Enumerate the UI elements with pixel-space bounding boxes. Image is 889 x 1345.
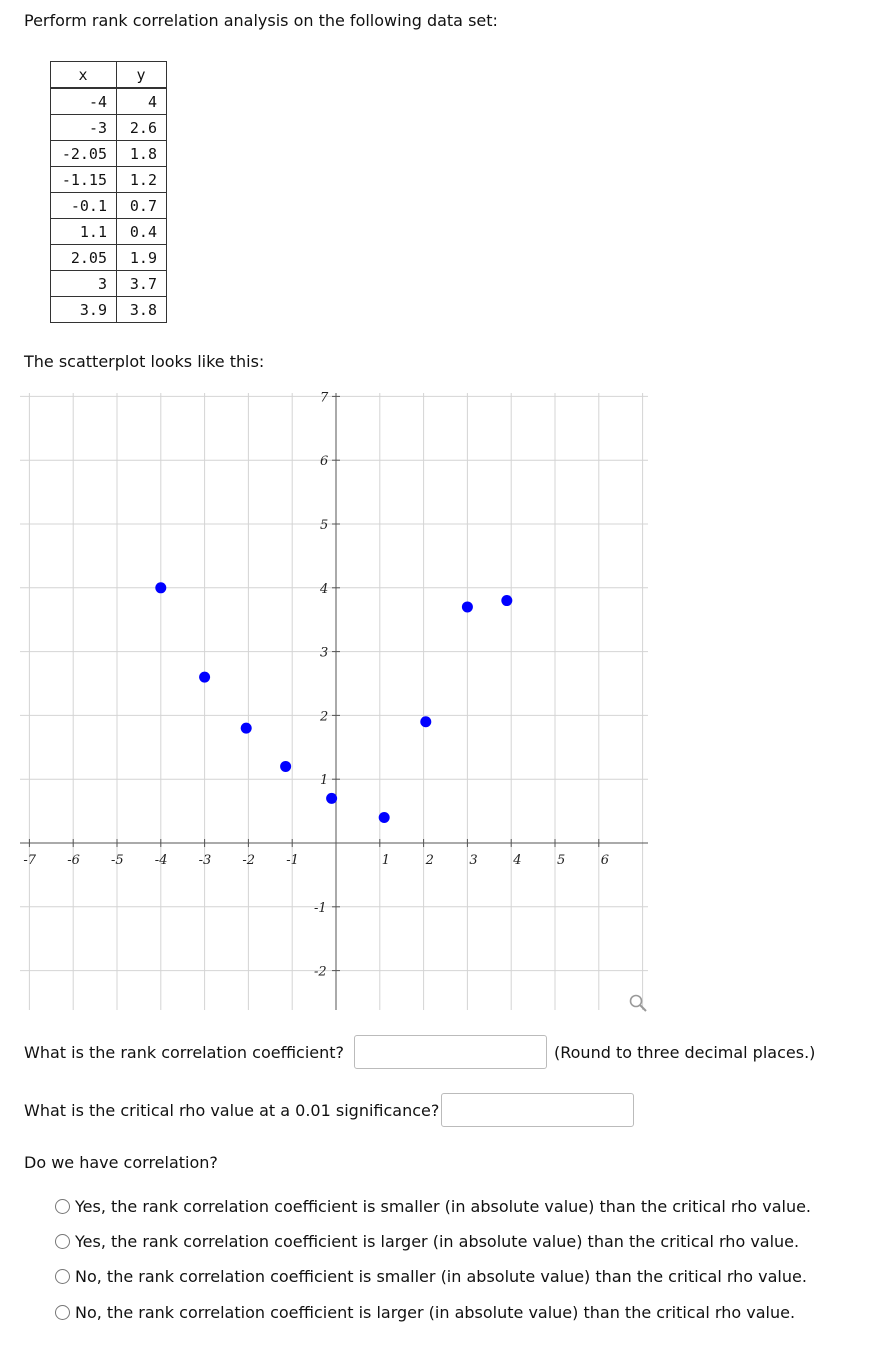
critical-rho-question: What is the critical rho value at a 0.01 significance? [24, 1101, 440, 1120]
x-tick-label: 5 [557, 853, 566, 868]
cell-x: -1.15 [51, 167, 117, 193]
cell-x: -2.05 [51, 141, 117, 167]
y-tick-label: 5 [320, 518, 329, 533]
data-point [199, 672, 210, 683]
cell-y: 1.9 [117, 245, 167, 271]
table-row [51, 141, 167, 167]
radio-button[interactable] [55, 1305, 70, 1320]
data-point [462, 601, 473, 612]
table-row [51, 219, 167, 245]
y-tick-label: 6 [320, 454, 329, 470]
table-row [51, 271, 167, 297]
x-tick-label: -5 [111, 853, 124, 868]
rank-coefficient-question: What is the rank correlation coefficient? [24, 1043, 345, 1062]
y-tick-label: 4 [320, 581, 329, 597]
x-tick-label: -1 [286, 853, 299, 868]
cell-y: 0.4 [117, 219, 167, 245]
correlation-option[interactable] [55, 1194, 811, 1218]
option-label: Yes, the rank correlation coefficient is smaller (in absolute value) than the critical rho value. [75, 1196, 812, 1216]
correlation-question: Do we have correlation? [24, 1153, 218, 1172]
cell-y: 1.8 [117, 141, 167, 167]
data-point [379, 812, 390, 823]
data-point [501, 595, 512, 606]
radio-button[interactable] [55, 1269, 70, 1284]
y-tick-label: 7 [320, 390, 329, 406]
table-header-row [51, 62, 167, 89]
y-tick-label: 2 [320, 709, 329, 725]
cell-x: 3 [51, 271, 117, 297]
table-row [51, 167, 167, 193]
header-x: x [51, 62, 117, 89]
cell-y: 4 [117, 88, 167, 115]
cell-x: -4 [51, 88, 117, 115]
correlation-option[interactable] [55, 1300, 795, 1324]
radio-button[interactable] [55, 1199, 70, 1214]
x-tick-label: 4 [513, 853, 522, 868]
data-point [326, 793, 337, 804]
rounding-note: (Round to three decimal places.) [554, 1043, 816, 1062]
y-tick-label: -1 [314, 900, 327, 916]
cell-x: -0.1 [51, 193, 117, 219]
cell-y: 3.8 [117, 297, 167, 323]
correlation-option[interactable] [55, 1229, 799, 1253]
data-point [241, 723, 252, 734]
cell-y: 2.6 [117, 115, 167, 141]
data-point [420, 716, 431, 727]
cell-x: 3.9 [51, 297, 117, 323]
cell-x: 1.1 [51, 219, 117, 245]
cell-x: 2.05 [51, 245, 117, 271]
plot-grid [20, 393, 648, 1010]
x-tick-label: 1 [381, 853, 391, 868]
table-row [51, 297, 167, 323]
correlation-option[interactable] [55, 1264, 807, 1288]
radio-button[interactable] [55, 1234, 70, 1249]
x-tick-label: -2 [242, 853, 256, 868]
y-tick-label: 3 [320, 645, 329, 661]
x-tick-label: -6 [67, 853, 80, 868]
scatter-plot [0, 385, 660, 1025]
data-table [50, 61, 167, 323]
table-row [51, 193, 167, 219]
y-tick-label: -2 [314, 964, 327, 980]
data-point [280, 761, 291, 772]
plot-tick-labels [23, 390, 609, 979]
table-row [51, 115, 167, 141]
x-tick-label: 6 [600, 853, 610, 868]
critical-rho-input[interactable] [441, 1093, 634, 1127]
plot-axes [20, 393, 648, 1010]
x-tick-label: -3 [198, 853, 212, 868]
magnifier-icon[interactable] [631, 996, 647, 1012]
option-label: No, the rank correlation coefficient is smaller (in absolute value) than the critical rho value. [75, 1266, 807, 1286]
data-point [155, 582, 166, 593]
cell-y: 3.7 [117, 271, 167, 297]
option-label: Yes, the rank correlation coefficient is larger (in absolute value) than the critical rho value. [75, 1231, 800, 1251]
rank-coefficient-input[interactable] [354, 1035, 547, 1069]
cell-y: 0.7 [117, 193, 167, 219]
intro-text: Perform rank correlation analysis on the following data set: [24, 11, 498, 30]
header-y: y [117, 62, 167, 89]
y-tick-label: 1 [320, 773, 329, 789]
x-tick-label: -4 [154, 853, 168, 868]
plot-points [155, 582, 512, 823]
x-tick-label: -7 [23, 853, 37, 868]
table-row [51, 88, 167, 115]
scatter-caption: The scatterplot looks like this: [24, 352, 265, 371]
cell-x: -3 [51, 115, 117, 141]
option-label: No, the rank correlation coefficient is larger (in absolute value) than the critical rho value. [75, 1302, 796, 1322]
cell-y: 1.2 [117, 167, 167, 193]
table-row [51, 245, 167, 271]
x-tick-label: 3 [469, 853, 478, 868]
x-tick-label: 2 [425, 853, 434, 868]
